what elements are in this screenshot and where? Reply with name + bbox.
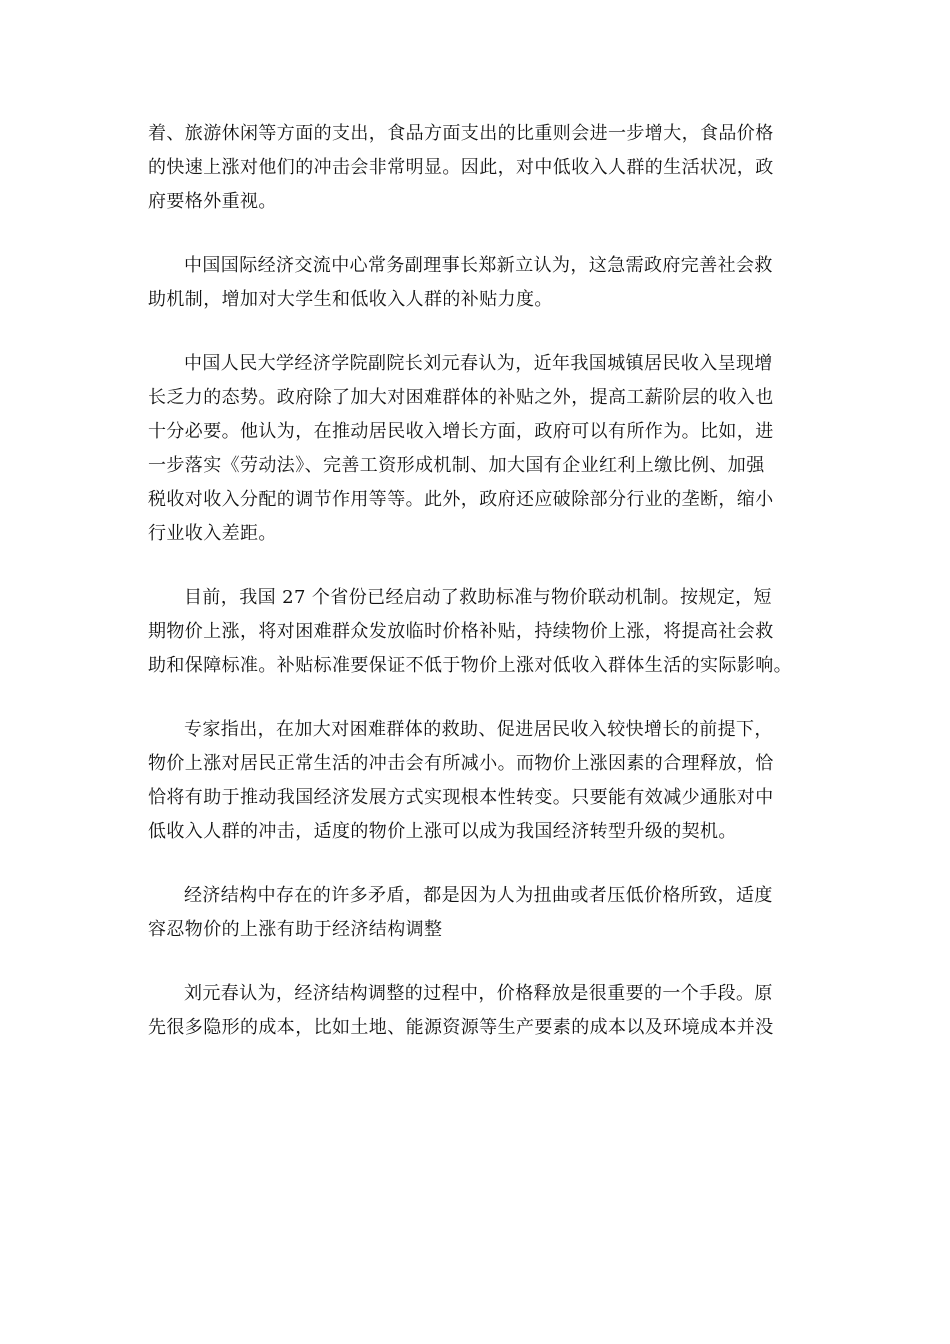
paragraph-line: 物价上涨对居民正常生活的冲击会有所减小。而物价上涨因素的合理释放，恰 [148,753,774,774]
paragraph-line: 目前，我国 27 个省份已经启动了救助标准与物价联动机制。按规定，短 [184,587,772,608]
paragraph-line: 期物价上涨，将对困难群众发放临时价格补贴，持续物价上涨，将提高社会救 [148,621,774,642]
paragraph-line: 税收对收入分配的调节作用等等。此外，政府还应破除部分行业的垄断，缩小 [148,489,774,510]
paragraph-5 [148,713,800,849]
paragraph-6 [148,879,800,947]
paragraph-line: 专家指出，在加大对困难群体的救助、促进居民收入较快增长的前提下， [184,719,773,740]
paragraph-line: 府要格外重视。 [148,191,277,212]
paragraph-line: 一步落实《劳动法》、完善工资形成机制、加大国有企业红利上缴比例、加强 [148,455,765,476]
paragraph-line: 刘元春认为，经济结构调整的过程中，价格释放是很重要的一个手段。原 [184,983,773,1004]
paragraph-line: 容忍物价的上涨有助于经济结构调整 [148,919,443,940]
paragraph-line: 先很多隐形的成本，比如土地、能源资源等生产要素的成本以及环境成本并没 [148,1017,774,1038]
paragraph-line: 长乏力的态势。政府除了加大对困难群体的补贴之外，提高工薪阶层的收入也 [148,387,774,408]
paragraph-3 [148,347,800,551]
paragraph-line: 助机制，增加对大学生和低收入人群的补贴力度。 [148,289,553,310]
paragraph-line: 中国人民大学经济学院副院长刘元春认为，近年我国城镇居民收入呈现增 [184,353,773,374]
paragraph-line: 着、旅游休闲等方面的支出，食品方面支出的比重则会进一步增大，食品价格 [148,123,774,144]
paragraph-1 [148,117,800,219]
paragraph-line: 十分必要。他认为，在推动居民收入增长方面，政府可以有所作为。比如，进 [148,421,774,442]
paragraph-line: 低收入人群的冲击，适度的物价上涨可以成为我国经济转型升级的契机。 [148,821,737,842]
paragraph-line: 恰将有助于推动我国经济发展方式实现根本性转变。只要能有效减少通胀对中 [148,787,774,808]
paragraph-4 [148,581,800,683]
paragraph-7 [148,977,800,1045]
paragraph-line: 中国国际经济交流中心常务副理事长郑新立认为，这急需政府完善社会救 [184,255,773,276]
paragraph-2 [148,249,800,317]
paragraph-line: 行业收入差距。 [148,523,277,544]
paragraph-line: 经济结构中存在的许多矛盾，都是因为人为扭曲或者压低价格所致，适度 [184,885,773,906]
paragraph-line: 助和保障标准。补贴标准要保证不低于物价上涨对低收入群体生活的实际影响。 [148,655,792,676]
paragraph-line: 的快速上涨对他们的冲击会非常明显。因此，对中低收入人群的生活状况，政 [148,157,774,178]
